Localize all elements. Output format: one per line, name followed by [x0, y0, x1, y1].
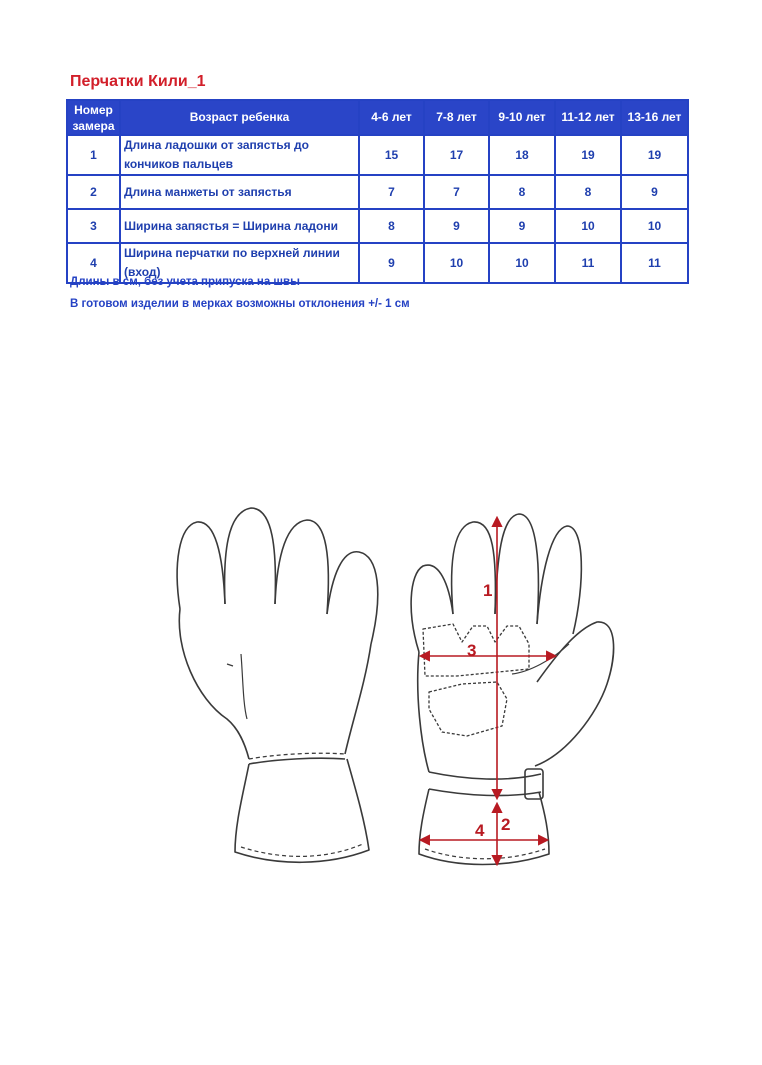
measure-label-4: 4 [475, 821, 485, 840]
glove-measurement-illustration [157, 504, 617, 874]
value-cell: 9 [359, 243, 424, 283]
row-parameter: Длина ладошки от запястья до кончиков пальцев [120, 135, 359, 175]
measure-label-2: 2 [501, 815, 511, 834]
value-cell: 8 [489, 175, 555, 209]
value-cell: 10 [555, 209, 621, 243]
value-cell: 10 [621, 209, 688, 243]
value-cell: 19 [555, 135, 621, 175]
row-parameter: Ширина перчатки по верхней линии (вход) [120, 243, 359, 283]
value-cell: 15 [359, 135, 424, 175]
value-cell: 10 [424, 243, 489, 283]
table-row [67, 135, 688, 175]
header-measure-number: Номер замера [67, 100, 120, 135]
row-parameter: Длина манжеты от запястья [120, 175, 359, 209]
header-age-9-10: 9-10 лет [489, 100, 555, 135]
note-tolerance: В готовом изделии в мерках возможны отклонения +/- 1 см [70, 298, 410, 310]
measure-label-3: 3 [467, 641, 477, 660]
value-cell: 18 [489, 135, 555, 175]
value-cell: 7 [424, 175, 489, 209]
measurement-lines [421, 518, 555, 864]
row-number: 1 [67, 135, 120, 175]
row-number: 2 [67, 175, 120, 209]
table-row [67, 209, 688, 243]
value-cell: 11 [555, 243, 621, 283]
value-cell: 9 [424, 209, 489, 243]
value-cell: 8 [359, 209, 424, 243]
row-number: 3 [67, 209, 120, 243]
glove-palm-drawing [411, 514, 613, 865]
table-row [67, 175, 688, 209]
row-number: 4 [67, 243, 120, 283]
header-age-4-6: 4-6 лет [359, 100, 424, 135]
size-table [66, 99, 689, 284]
header-age-11-12: 11-12 лет [555, 100, 621, 135]
table-header-row [67, 100, 688, 135]
page-title: Перчатки Кили_1 [70, 73, 206, 90]
value-cell: 10 [489, 243, 555, 283]
header-age-13-16: 13-16 лет [621, 100, 688, 135]
note-units: Длины в см, без учета припуска на швы [70, 276, 300, 288]
value-cell: 8 [555, 175, 621, 209]
value-cell: 7 [359, 175, 424, 209]
glove-back-drawing [177, 508, 378, 862]
row-parameter: Ширина запястья = Ширина ладони [120, 209, 359, 243]
value-cell: 19 [621, 135, 688, 175]
value-cell: 17 [424, 135, 489, 175]
header-age-7-8: 7-8 лет [424, 100, 489, 135]
header-child-age: Возраст ребенка [120, 100, 359, 135]
value-cell: 11 [621, 243, 688, 283]
value-cell: 9 [621, 175, 688, 209]
value-cell: 9 [489, 209, 555, 243]
measure-label-1: 1 [483, 581, 493, 600]
